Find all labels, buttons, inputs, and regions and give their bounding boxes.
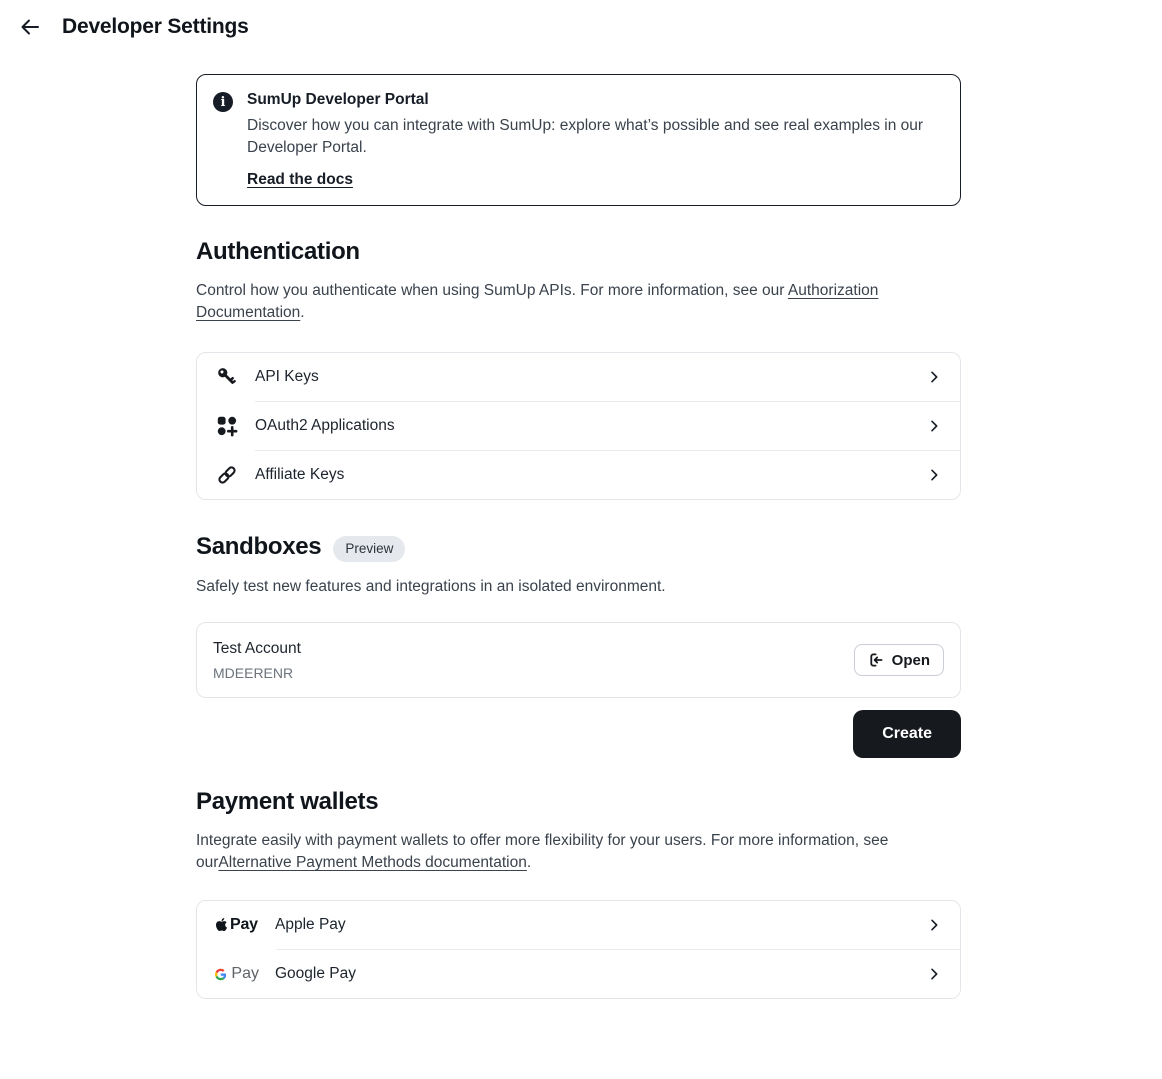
apple-pay-logo — [215, 916, 259, 934]
chevron-right-icon — [926, 369, 942, 385]
sandboxes-heading-row — [196, 532, 961, 562]
payment-wallets-description — [196, 830, 961, 874]
info-circle-icon — [213, 92, 233, 112]
apps-add-icon — [215, 414, 239, 438]
wallets-desc-text: Integrate easily with payment wallets to offer more flexibility for your users. For more information, see our — [196, 832, 889, 871]
authorization-documentation-link[interactable]: Authorization Documentation — [196, 282, 879, 321]
auth-desc-text: Control how you authenticate when using SumUp APIs. For more information, see our — [196, 282, 788, 299]
key-icon — [215, 365, 239, 389]
google-pay-wordmark: Pay — [231, 965, 259, 982]
sandbox-account-name: Test Account — [213, 640, 301, 657]
read-the-docs-link[interactable]: Read the docs — [247, 171, 353, 188]
sandboxes-description: Safely test new features and integrations in an isolated environment. — [196, 578, 666, 595]
payment-wallets-heading: Payment wallets — [196, 788, 379, 815]
banner-text — [247, 90, 944, 189]
oauth2-applications-label: OAuth2 Applications — [255, 417, 395, 434]
affiliate-keys-row[interactable] — [197, 451, 960, 499]
chevron-right-icon — [926, 418, 942, 434]
authentication-heading: Authentication — [196, 238, 360, 265]
apple-pay-wordmark: Pay — [230, 916, 258, 933]
open-button-label: Open — [891, 651, 930, 669]
developer-portal-banner — [196, 74, 961, 206]
chain-link-icon — [215, 463, 239, 487]
create-button-row — [196, 710, 961, 758]
authentication-description — [196, 280, 961, 324]
banner-title: SumUp Developer Portal — [247, 91, 429, 108]
payment-wallets-card — [196, 900, 961, 999]
test-account-card — [196, 622, 961, 698]
open-sandbox-button[interactable] — [854, 644, 944, 676]
alternative-payment-methods-link[interactable]: Alternative Payment Methods documentation — [218, 854, 527, 871]
chevron-right-icon — [926, 917, 942, 933]
page-title: Developer Settings — [62, 15, 249, 38]
preview-badge: Preview — [333, 536, 405, 562]
oauth2-applications-row[interactable] — [197, 402, 960, 450]
back-button[interactable] — [16, 13, 44, 41]
page-header — [0, 0, 1162, 53]
authentication-list-card — [196, 352, 961, 500]
api-keys-label: API Keys — [255, 368, 319, 385]
google-pay-logo — [215, 965, 259, 983]
content-column — [196, 74, 961, 1079]
log-in-icon — [868, 652, 884, 668]
sandbox-account-code: MDEERENR — [213, 665, 294, 681]
google-pay-label: Google Pay — [275, 965, 356, 982]
apple-pay-label: Apple Pay — [275, 916, 346, 933]
chevron-right-icon — [926, 467, 942, 483]
api-keys-row[interactable] — [197, 353, 960, 401]
affiliate-keys-label: Affiliate Keys — [255, 466, 345, 483]
banner-body: Discover how you can integrate with SumUp: explore what’s possible and see real examples in our Developer Portal. — [247, 117, 924, 156]
create-sandbox-button[interactable]: Create — [853, 710, 961, 758]
arrow-left-icon — [18, 15, 42, 39]
wallets-desc-period: . — [526, 854, 532, 871]
sandboxes-heading: Sandboxes — [196, 533, 322, 560]
test-account-info — [213, 639, 301, 681]
google-pay-row[interactable] — [197, 950, 960, 998]
auth-desc-period: . — [300, 304, 305, 321]
chevron-right-icon — [926, 966, 942, 982]
apple-pay-row[interactable] — [197, 901, 960, 949]
